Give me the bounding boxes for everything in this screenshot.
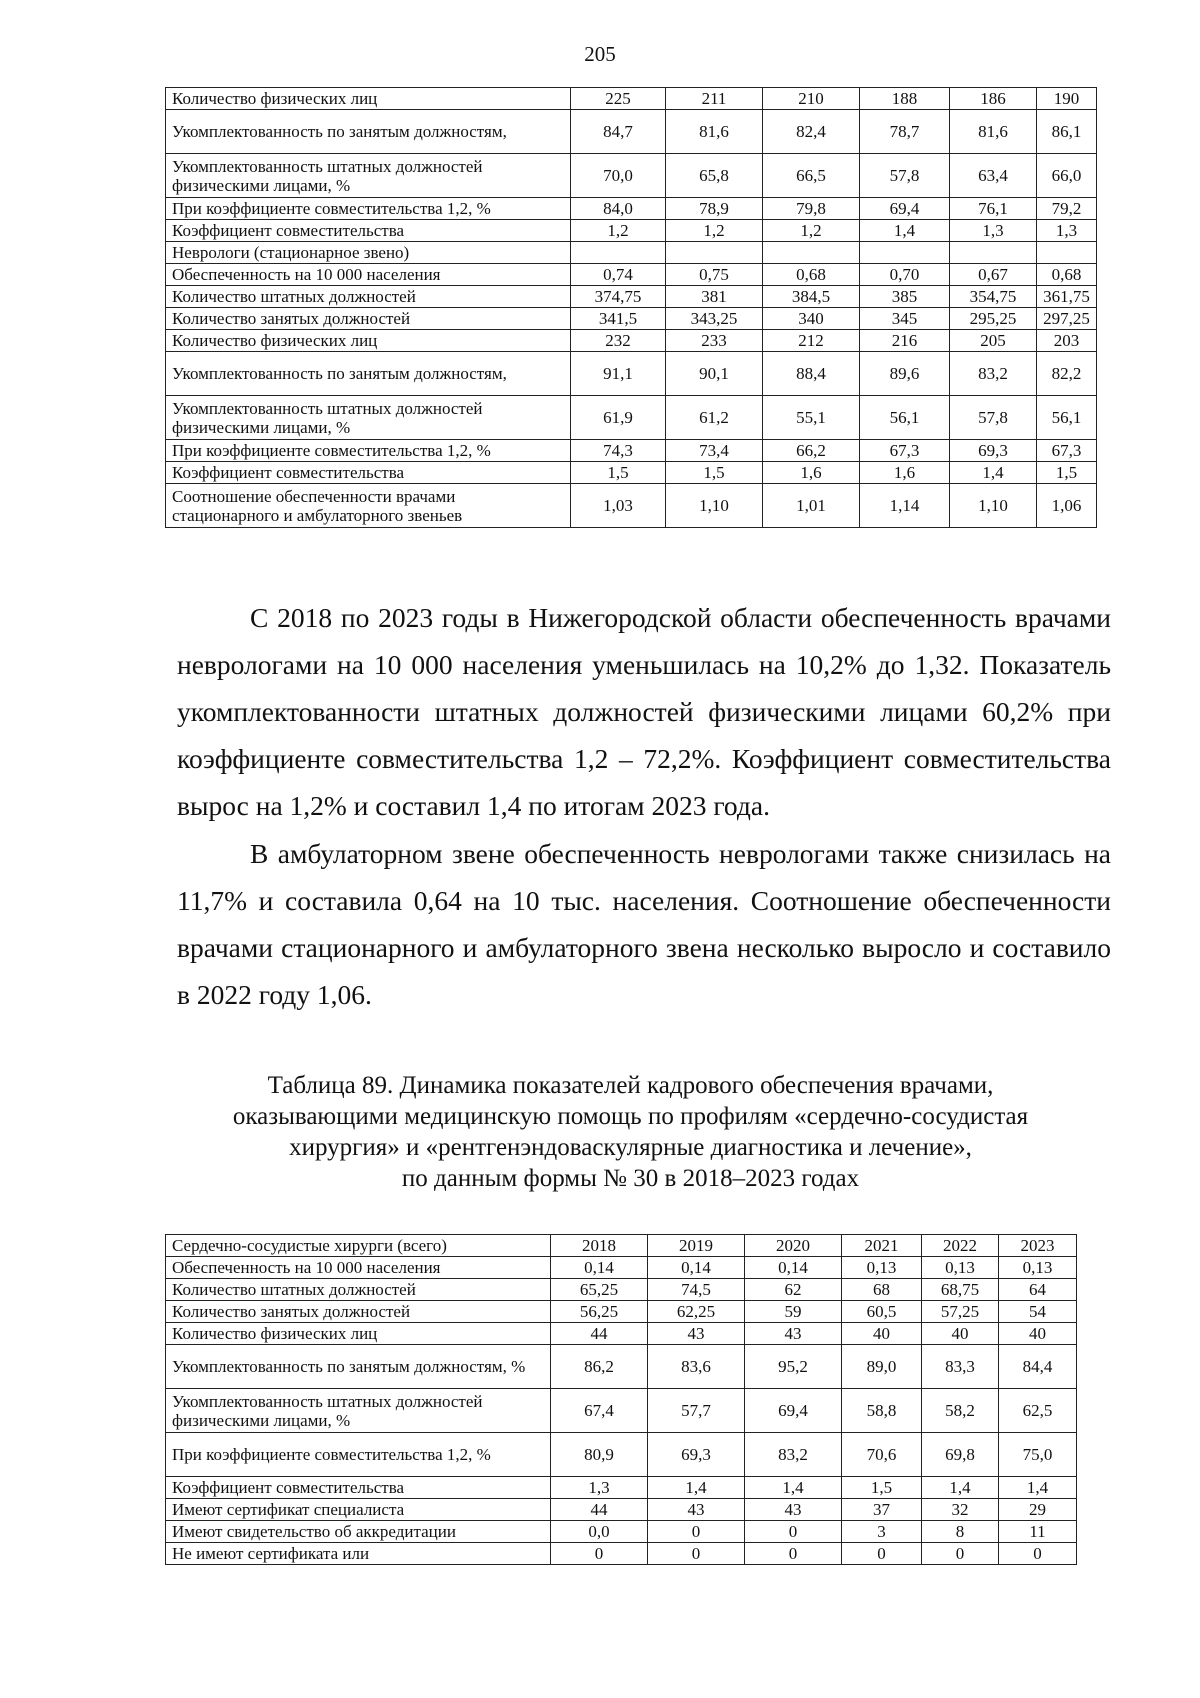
cell-value: 56,1 — [860, 396, 950, 440]
table-caption — [165, 1070, 1096, 1194]
cell-value: 0 — [551, 1543, 648, 1565]
cell-value: 216 — [860, 330, 950, 352]
cell-value: 0,14 — [745, 1257, 842, 1279]
cell-value: 0,67 — [950, 264, 1037, 286]
cell-value: 60,5 — [842, 1301, 922, 1323]
cell-value: 74,3 — [571, 440, 666, 462]
cell-value: 43 — [745, 1499, 842, 1521]
cell-value: 8 — [922, 1521, 999, 1543]
row-label: При коэффициенте совместительства 1,2, % — [166, 198, 571, 220]
cell-value: 0,68 — [763, 264, 860, 286]
table-row — [166, 396, 1097, 440]
cell-value: 1,3 — [1037, 220, 1097, 242]
year-header: 2023 — [999, 1235, 1077, 1257]
row-label: При коэффициенте совместительства 1,2, % — [166, 440, 571, 462]
caption-line: Таблица 89. Динамика показателей кадрового обеспечения врачами, — [267, 1072, 994, 1099]
row-label: Неврологи (стационарное звено) — [166, 242, 571, 264]
cell-value: 1,4 — [648, 1477, 745, 1499]
cell-value: 69,4 — [745, 1389, 842, 1433]
row-label: Укомплектованность по занятым должностям, — [166, 352, 571, 396]
cell-value: 59 — [745, 1301, 842, 1323]
cell-value: 385 — [860, 286, 950, 308]
cell-value: 295,25 — [950, 308, 1037, 330]
table-row — [166, 484, 1097, 528]
row-label: Количество штатных должностей — [166, 286, 571, 308]
cell-value: 233 — [666, 330, 763, 352]
cell-value: 62 — [745, 1279, 842, 1301]
row-label: Количество физических лиц — [166, 330, 571, 352]
cell-value: 1,5 — [666, 462, 763, 484]
year-header: 2019 — [648, 1235, 745, 1257]
cell-value: 83,6 — [648, 1345, 745, 1389]
row-label: Укомплектованность штатных должностей физическими лицами, % — [166, 1389, 551, 1433]
caption-line: хирургия» и «рентгенэндоваскулярные диагностика и лечение», — [289, 1134, 972, 1161]
row-label: Обеспеченность на 10 000 населения — [166, 1257, 551, 1279]
cell-value: 62,25 — [648, 1301, 745, 1323]
row-label: Укомплектованность штатных должностей физическими лицами, % — [166, 154, 571, 198]
cell-value: 67,3 — [1037, 440, 1097, 462]
row-label: Количество занятых должностей — [166, 1301, 551, 1323]
table-row — [166, 264, 1097, 286]
table-row — [166, 1279, 1077, 1301]
paragraph-neurologists-inpatient — [177, 594, 1111, 829]
row-label: Количество физических лиц — [166, 1323, 551, 1345]
cell-value — [666, 242, 763, 264]
cell-value: 1,4 — [860, 220, 950, 242]
cell-value: 0,70 — [860, 264, 950, 286]
cell-value: 89,6 — [860, 352, 950, 396]
cell-value: 75,0 — [999, 1433, 1077, 1477]
row-label: Количество штатных должностей — [166, 1279, 551, 1301]
cell-value: 56,1 — [1037, 396, 1097, 440]
cell-value: 86,1 — [1037, 110, 1097, 154]
cell-value: 57,7 — [648, 1389, 745, 1433]
cell-value: 69,4 — [860, 198, 950, 220]
cell-value: 83,3 — [922, 1345, 999, 1389]
paragraph-2-text: В амбулаторном звене обеспеченность неврологами также снизилась на 11,7% и составила 0,64 на 10 тыс. населения. Соотношение обеспеченности врачами стационарного и амбулаторного звена несколько выросло и составило в 2022 году 1,06. — [177, 838, 1111, 1010]
table-bottom-head — [166, 1235, 1077, 1257]
cell-value: 1,2 — [763, 220, 860, 242]
cell-value: 64 — [999, 1279, 1077, 1301]
cell-value: 225 — [571, 88, 666, 110]
cell-value: 40 — [922, 1323, 999, 1345]
cell-value: 37 — [842, 1499, 922, 1521]
table-row — [166, 1543, 1077, 1565]
cell-value: 44 — [551, 1323, 648, 1345]
cell-value: 0,75 — [666, 264, 763, 286]
cell-value: 297,25 — [1037, 308, 1097, 330]
cell-value: 66,5 — [763, 154, 860, 198]
table-header-row — [166, 1235, 1077, 1257]
table-row — [166, 352, 1097, 396]
cell-value: 1,5 — [571, 462, 666, 484]
cell-value: 57,25 — [922, 1301, 999, 1323]
cell-value: 11 — [999, 1521, 1077, 1543]
cell-value: 29 — [999, 1499, 1077, 1521]
cell-value: 65,25 — [551, 1279, 648, 1301]
row-label: При коэффициенте совместительства 1,2, % — [166, 1433, 551, 1477]
row-label: Не имеют сертификата или — [166, 1543, 551, 1565]
cell-value: 67,4 — [551, 1389, 648, 1433]
caption-line: по данным формы № 30 в 2018–2023 годах — [401, 1165, 860, 1192]
cell-value: 91,1 — [571, 352, 666, 396]
year-header: 2021 — [842, 1235, 922, 1257]
table-row — [166, 242, 1097, 264]
table-row — [166, 462, 1097, 484]
cell-value: 69,3 — [648, 1433, 745, 1477]
table-row — [166, 1345, 1077, 1389]
table-row — [166, 1433, 1077, 1477]
table-row — [166, 1257, 1077, 1279]
cell-value: 203 — [1037, 330, 1097, 352]
cell-value: 55,1 — [763, 396, 860, 440]
cell-value: 78,9 — [666, 198, 763, 220]
cell-value: 67,3 — [860, 440, 950, 462]
cell-value: 95,2 — [745, 1345, 842, 1389]
cell-value: 0,68 — [1037, 264, 1097, 286]
cell-value: 74,5 — [648, 1279, 745, 1301]
cell-value: 1,4 — [950, 462, 1037, 484]
cell-value: 1,6 — [763, 462, 860, 484]
cell-value: 86,2 — [551, 1345, 648, 1389]
cell-value: 40 — [842, 1323, 922, 1345]
cell-value: 0 — [745, 1543, 842, 1565]
table-top-body — [166, 88, 1097, 528]
cell-value: 1,4 — [999, 1477, 1077, 1499]
row-label: Количество физических лиц — [166, 88, 571, 110]
row-label: Укомплектованность по занятым должностям, % — [166, 1345, 551, 1389]
cell-value: 43 — [745, 1323, 842, 1345]
cell-value — [571, 242, 666, 264]
cell-value: 0,13 — [922, 1257, 999, 1279]
cell-value: 88,4 — [763, 352, 860, 396]
cardiovascular-surgeons-table — [165, 1234, 1077, 1565]
cell-value: 43 — [648, 1323, 745, 1345]
cell-value: 82,2 — [1037, 352, 1097, 396]
cell-value: 384,5 — [763, 286, 860, 308]
cell-value: 345 — [860, 308, 950, 330]
cell-value: 68 — [842, 1279, 922, 1301]
cell-value: 340 — [763, 308, 860, 330]
row-label: Имеют сертификат специалиста — [166, 1499, 551, 1521]
cell-value: 0 — [648, 1521, 745, 1543]
cell-value: 80,9 — [551, 1433, 648, 1477]
table-row — [166, 154, 1097, 198]
cell-value — [950, 242, 1037, 264]
cell-value: 81,6 — [950, 110, 1037, 154]
cell-value: 70,0 — [571, 154, 666, 198]
cell-value: 361,75 — [1037, 286, 1097, 308]
cell-value: 69,8 — [922, 1433, 999, 1477]
cell-value: 83,2 — [745, 1433, 842, 1477]
table-row — [166, 1477, 1077, 1499]
cell-value: 81,6 — [666, 110, 763, 154]
cell-value: 58,2 — [922, 1389, 999, 1433]
cell-value: 0,74 — [571, 264, 666, 286]
cell-value: 1,3 — [551, 1477, 648, 1499]
row-label: Имеют свидетельство об аккредитации — [166, 1521, 551, 1543]
cell-value: 65,8 — [666, 154, 763, 198]
row-label: Коэффициент совместительства — [166, 220, 571, 242]
cell-value: 1,06 — [1037, 484, 1097, 528]
cell-value: 1,6 — [860, 462, 950, 484]
table-row — [166, 110, 1097, 154]
cell-value: 84,7 — [571, 110, 666, 154]
cell-value: 58,8 — [842, 1389, 922, 1433]
cell-value: 1,10 — [950, 484, 1037, 528]
cell-value: 62,5 — [999, 1389, 1077, 1433]
cell-value: 73,4 — [666, 440, 763, 462]
cell-value: 212 — [763, 330, 860, 352]
row-label: Количество занятых должностей — [166, 308, 571, 330]
cell-value: 1,2 — [571, 220, 666, 242]
cell-value: 1,5 — [842, 1477, 922, 1499]
header-label: Сердечно-сосудистые хирурги (всего) — [166, 1235, 551, 1257]
table-row — [166, 286, 1097, 308]
cell-value: 89,0 — [842, 1345, 922, 1389]
cell-value: 61,2 — [666, 396, 763, 440]
cell-value: 1,01 — [763, 484, 860, 528]
table-row — [166, 1301, 1077, 1323]
row-label: Укомплектованность штатных должностей физическими лицами, % — [166, 396, 571, 440]
cell-value: 0 — [745, 1521, 842, 1543]
cell-value: 56,25 — [551, 1301, 648, 1323]
cell-value: 66,2 — [763, 440, 860, 462]
paragraph-1-text: С 2018 по 2023 годы в Нижегородской области обеспеченность врачами неврологами на 10 000 населения уменьшилась на 10,2% до 1,32. Показатель укомплектованности штатных должностей физическими лицами 60,2% при коэффициенте совместительства 1,2 – 72,2%. Коэффициент совместительства вырос на 1,2% и составил 1,4 по итогам 2023 года. — [177, 602, 1111, 821]
row-label: Коэффициент совместительства — [166, 1477, 551, 1499]
cell-value: 66,0 — [1037, 154, 1097, 198]
cell-value: 343,25 — [666, 308, 763, 330]
cell-value: 3 — [842, 1521, 922, 1543]
cell-value: 1,4 — [745, 1477, 842, 1499]
cell-value — [763, 242, 860, 264]
cell-value: 1,14 — [860, 484, 950, 528]
table-row — [166, 440, 1097, 462]
table-row — [166, 1521, 1077, 1543]
cell-value: 0,14 — [551, 1257, 648, 1279]
cell-value: 186 — [950, 88, 1037, 110]
table-row — [166, 1323, 1077, 1345]
row-label: Укомплектованность по занятым должностям, — [166, 110, 571, 154]
paragraph-neurologists-outpatient — [177, 830, 1111, 1018]
cell-value: 381 — [666, 286, 763, 308]
cell-value: 0,14 — [648, 1257, 745, 1279]
cell-value: 40 — [999, 1323, 1077, 1345]
cell-value: 90,1 — [666, 352, 763, 396]
cell-value: 83,2 — [950, 352, 1037, 396]
cell-value: 0 — [842, 1543, 922, 1565]
caption-line: оказывающими медицинскую помощь по профилям «сердечно-сосудистая — [232, 1103, 1029, 1130]
page-number: 205 — [584, 42, 616, 66]
cell-value: 0,13 — [842, 1257, 922, 1279]
cell-value: 57,8 — [860, 154, 950, 198]
cell-value: 57,8 — [950, 396, 1037, 440]
cell-value: 44 — [551, 1499, 648, 1521]
table-row — [166, 88, 1097, 110]
cell-value: 1,03 — [571, 484, 666, 528]
cell-value: 0,13 — [999, 1257, 1077, 1279]
cell-value: 70,6 — [842, 1433, 922, 1477]
cell-value: 0 — [648, 1543, 745, 1565]
year-header: 2022 — [922, 1235, 999, 1257]
cell-value: 0 — [922, 1543, 999, 1565]
staffing-table-continued — [165, 87, 1097, 528]
table-row — [166, 220, 1097, 242]
cell-value: 69,3 — [950, 440, 1037, 462]
table-row — [166, 1389, 1077, 1433]
cell-value: 210 — [763, 88, 860, 110]
row-label: Коэффициент совместительства — [166, 462, 571, 484]
cell-value: 43 — [648, 1499, 745, 1521]
cell-value: 82,4 — [763, 110, 860, 154]
cell-value — [860, 242, 950, 264]
cell-value: 32 — [922, 1499, 999, 1521]
cell-value: 188 — [860, 88, 950, 110]
cell-value: 84,4 — [999, 1345, 1077, 1389]
cell-value: 61,9 — [571, 396, 666, 440]
table-row — [166, 308, 1097, 330]
cell-value — [1037, 242, 1097, 264]
cell-value: 63,4 — [950, 154, 1037, 198]
cell-value: 205 — [950, 330, 1037, 352]
cell-value: 0,0 — [551, 1521, 648, 1543]
cell-value: 374,75 — [571, 286, 666, 308]
row-label: Обеспеченность на 10 000 населения — [166, 264, 571, 286]
cell-value: 354,75 — [950, 286, 1037, 308]
cell-value: 78,7 — [860, 110, 950, 154]
cell-value: 1,4 — [922, 1477, 999, 1499]
year-header: 2018 — [551, 1235, 648, 1257]
cell-value: 76,1 — [950, 198, 1037, 220]
cell-value: 79,2 — [1037, 198, 1097, 220]
row-label: Соотношение обеспеченности врачами стационарного и амбулаторного звеньев — [166, 484, 571, 528]
table-row — [166, 198, 1097, 220]
cell-value: 1,10 — [666, 484, 763, 528]
cell-value: 79,8 — [763, 198, 860, 220]
cell-value: 84,0 — [571, 198, 666, 220]
cell-value: 1,3 — [950, 220, 1037, 242]
table-row — [166, 1499, 1077, 1521]
table-row — [166, 330, 1097, 352]
cell-value: 1,2 — [666, 220, 763, 242]
cell-value: 54 — [999, 1301, 1077, 1323]
cell-value: 68,75 — [922, 1279, 999, 1301]
cell-value: 0 — [999, 1543, 1077, 1565]
cell-value: 190 — [1037, 88, 1097, 110]
year-header: 2020 — [745, 1235, 842, 1257]
cell-value: 232 — [571, 330, 666, 352]
cell-value: 211 — [666, 88, 763, 110]
cell-value: 1,5 — [1037, 462, 1097, 484]
table-bottom-body — [166, 1257, 1077, 1565]
cell-value: 341,5 — [571, 308, 666, 330]
